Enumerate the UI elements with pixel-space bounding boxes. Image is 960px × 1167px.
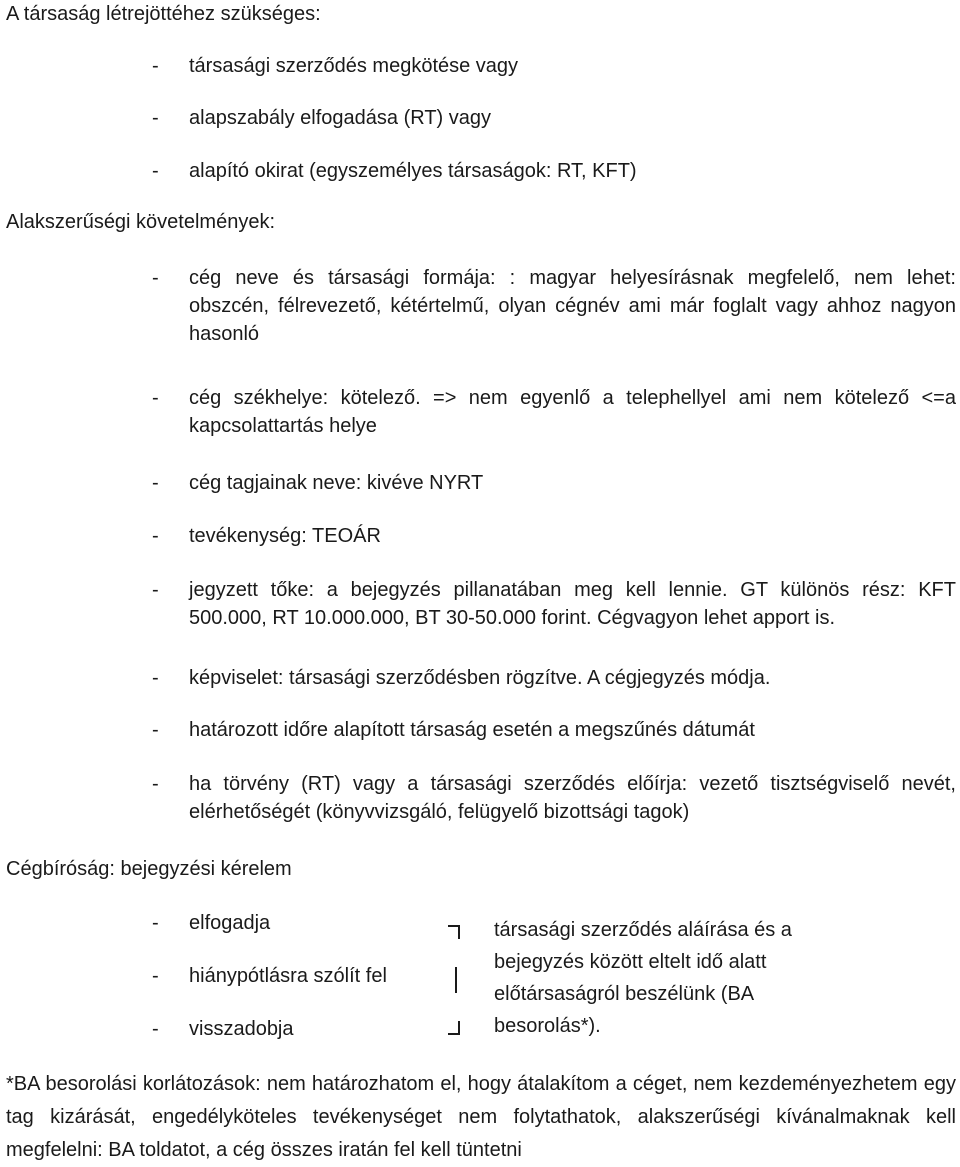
list-item-text: alapító okirat (egyszemélyes társaságok: RT, KFT)	[189, 160, 637, 182]
list-item-text: társasági szerződés megkötése vagy	[189, 55, 519, 77]
list-item	[152, 384, 956, 440]
list-item	[152, 522, 956, 550]
list-item	[152, 264, 956, 348]
list-dash: -	[152, 160, 159, 182]
list-dash: -	[152, 267, 159, 289]
list-dash: -	[152, 1018, 159, 1040]
list-item-text: cég tagjainak neve: kivéve NYRT	[189, 472, 484, 494]
list-item-text: tevékenység: TEOÁR	[189, 525, 381, 547]
bracket-middle	[455, 967, 457, 993]
list-dash: -	[152, 719, 159, 741]
list-item-text: alapszabály elfogadása (RT) vagy	[189, 107, 492, 129]
list-item	[152, 910, 270, 936]
list-dash: -	[152, 773, 159, 795]
list-dash: -	[152, 55, 159, 77]
list-item	[152, 469, 956, 497]
list-item	[152, 104, 956, 132]
heading-alakszerusegi: Alakszerűségi követelmények:	[6, 211, 276, 233]
bracket-top	[448, 925, 460, 939]
footnote-ba-besorolas: *BA besorolási korlátozások: nem határozhatom el, hogy átalakítom a céget, nem kezdeményezhetem egy tag kizárását, engedélyköteles tevékenységet nem folytathatok, alakszerűségi kívánalmaknak kell megfelelni: BA toldatot, a cég összes iratán fel kell tüntetni	[6, 1073, 956, 1161]
list-dash: -	[152, 525, 159, 547]
list-item-text: hiánypótlásra szólít fel	[189, 965, 387, 987]
list-item	[152, 963, 387, 989]
list-item-text: cég neve és társasági formája: : magyar helyesírásnak megfelelő, nem lehet: obszcén, félrevezető, kétértelmű, olyan cégnév ami már foglalt vagy ahhoz nagyon hasonló	[189, 267, 956, 345]
list-dash: -	[152, 472, 159, 494]
list-item-text: ha törvény (RT) vagy a társasági szerződés előírja: vezető tisztségviselő nevét, elérhetőségét (könyvvizsgáló, felügyelő bizottsági tagok)	[189, 773, 956, 823]
list-item	[152, 157, 956, 185]
list-dash: -	[152, 579, 159, 601]
bracket-bottom	[448, 1021, 460, 1035]
list-dash: -	[152, 387, 159, 409]
list-item	[152, 664, 956, 692]
list-item-text: jegyzett tőke: a bejegyzés pillanatában meg kell lennie. GT különös rész: KFT 500.000, RT 10.000.000, BT 30-50.000 forint. Cégvagyon lehet apport is.	[189, 579, 956, 629]
bracket-note: társasági szerződés aláírása és a bejegyzés között eltelt idő alatt előtársaságról beszélünk (BA besorolás*).	[494, 919, 792, 1037]
heading-tarsasag-letrejotte: A társaság létrejöttéhez szükséges:	[6, 3, 321, 25]
list-dash: -	[152, 912, 159, 934]
list-dash: -	[152, 965, 159, 987]
list-item-text: határozott időre alapított társaság esetén a megszűnés dátumát	[189, 719, 755, 741]
list-item-text: visszadobja	[189, 1018, 294, 1040]
list-item-text: elfogadja	[189, 912, 271, 934]
heading-cegbirosag: Cégbíróság: bejegyzési kérelem	[6, 858, 292, 880]
list-item-text: cég székhelye: kötelező. => nem egyenlő a telephellyel ami nem kötelező <=a kapcsolattartás helye	[189, 387, 956, 437]
list-item	[152, 52, 956, 80]
list-dash: -	[152, 667, 159, 689]
list-item-text: képviselet: társasági szerződésben rögzítve. A cégjegyzés módja.	[189, 667, 771, 689]
list-item	[152, 576, 956, 632]
list-item	[152, 1016, 294, 1042]
list-item	[152, 716, 956, 744]
list-dash: -	[152, 107, 159, 129]
list-item	[152, 770, 956, 826]
